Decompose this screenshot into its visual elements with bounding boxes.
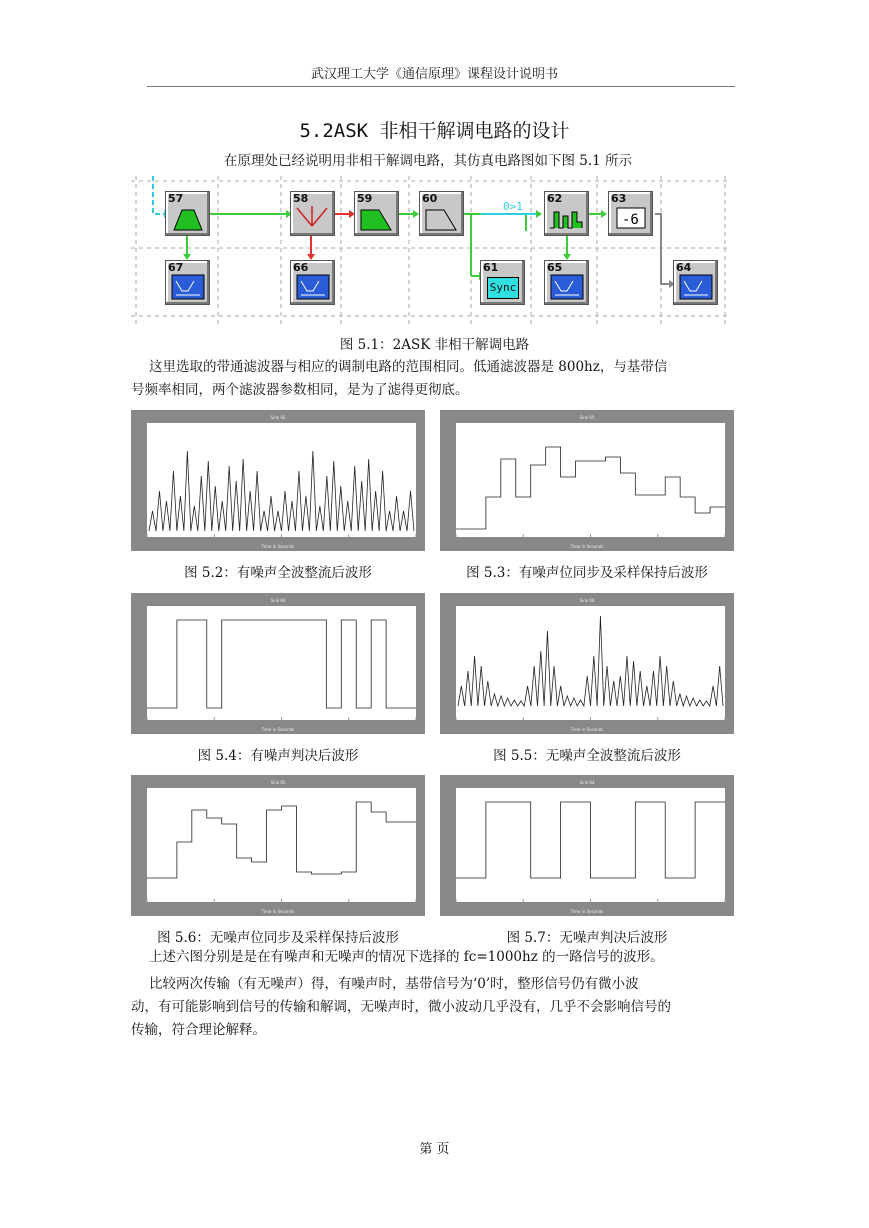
fig57-caption: 图 5.7：无噪声判决后波形 bbox=[506, 930, 668, 946]
block-66-sink[interactable]: 66 bbox=[290, 260, 335, 305]
plot-fig54 bbox=[131, 593, 425, 734]
fig55-caption: 图 5.5：无噪声全波整流后波形 bbox=[493, 748, 681, 764]
waveform-line bbox=[456, 447, 725, 529]
intro-text: 在原理处已经说明用非相干解调电路，其仿真电路图如下图 5.1 所示 bbox=[224, 153, 633, 169]
para3-line3: 传输，符合理论解释。 bbox=[131, 1022, 266, 1038]
fig54-caption: 图 5.4：有噪声判决后波形 bbox=[197, 748, 359, 764]
block-57-bandpass[interactable]: 57 bbox=[165, 191, 210, 236]
sink-icon bbox=[674, 261, 717, 304]
fig52-caption: 图 5.2：有噪声全波整流后波形 bbox=[184, 565, 372, 581]
waveform-line bbox=[456, 802, 725, 878]
waveform-canvas bbox=[131, 410, 425, 551]
waveform-line bbox=[149, 451, 414, 531]
para2: 上述六图分别是是在有噪声和无噪声的情况下选择的 fc=1000hz 的一路信号的波形。 bbox=[149, 949, 664, 965]
plot-xlabel: Time in Seconds bbox=[261, 727, 295, 732]
section-title: 5.2ASK 非相干解调电路的设计 bbox=[299, 120, 570, 142]
block-67-sink[interactable]: 67 bbox=[165, 260, 210, 305]
waveform-line bbox=[147, 620, 416, 708]
para1-line2: 号频率相同，两个滤波器参数相同，是为了滤得更彻底。 bbox=[131, 382, 469, 398]
sink-icon bbox=[545, 261, 588, 304]
block-59-lowpass[interactable]: 59 bbox=[354, 191, 399, 236]
para3-line2: 动，有可能影响到信号的传输和解调，无噪声时，微小波动几乎没有，几乎不会影响信号的 bbox=[131, 999, 671, 1015]
decision-icon bbox=[609, 192, 652, 235]
waveform-line bbox=[458, 616, 723, 706]
sample-hold-icon bbox=[545, 192, 588, 235]
waveform-line bbox=[147, 802, 416, 878]
rectifier-icon bbox=[291, 192, 334, 235]
plot-title: Sink 66 bbox=[579, 598, 595, 603]
waveform-canvas bbox=[440, 593, 734, 734]
plot-title: Sink 64 bbox=[270, 598, 286, 603]
sink-icon bbox=[166, 261, 209, 304]
page-header: 武汉理工大学《通信原理》课程设计说明书 bbox=[310, 67, 558, 82]
block-65-sink[interactable]: 65 bbox=[544, 260, 589, 305]
para3-line1: 比较两次传输（有无噪声）得，有噪声时，基带信号为‘0’时，整形信号仍有微小波 bbox=[149, 976, 639, 992]
compare-label: 0>1 bbox=[503, 200, 523, 213]
plot-xlabel: Time in Seconds bbox=[261, 909, 295, 914]
svg-text:-6: -6 bbox=[622, 212, 639, 228]
para1-line1: 这里选取的带通滤波器与相应的调制电路的范围相同。低通滤波器是 800hz，与基带信 bbox=[149, 359, 668, 375]
waveform-canvas bbox=[131, 593, 425, 734]
plot-title: Sink 66 bbox=[270, 415, 286, 420]
plot-title: Sink 64 bbox=[579, 780, 595, 785]
waveform-canvas bbox=[440, 775, 734, 916]
plot-xlabel: Time in Seconds bbox=[261, 544, 295, 549]
header-rule bbox=[147, 86, 735, 87]
block-64-sink[interactable]: 64 bbox=[673, 260, 718, 305]
block-62-sample-hold[interactable]: 62 bbox=[544, 191, 589, 236]
fig53-caption: 图 5.3：有噪声位同步及采样保持后波形 bbox=[466, 565, 708, 581]
fig51-caption: 图 5.1：2ASK 非相干解调电路 bbox=[339, 337, 530, 353]
block-60-lowpass[interactable]: 60 bbox=[419, 191, 464, 236]
block-63-decision[interactable]: 63 -6 bbox=[608, 191, 653, 236]
plot-xlabel: Time in Seconds bbox=[570, 727, 604, 732]
plot-fig55 bbox=[440, 593, 734, 734]
lowpass-icon bbox=[420, 192, 463, 235]
plot-fig53 bbox=[440, 410, 734, 551]
waveform-canvas bbox=[440, 410, 734, 551]
plot-xlabel: Time in Seconds bbox=[570, 909, 604, 914]
plot-title: Sink 65 bbox=[579, 415, 595, 420]
plot-title: Sink 65 bbox=[270, 780, 286, 785]
waveform-canvas bbox=[131, 775, 425, 916]
circuit-diagram bbox=[131, 176, 730, 326]
lowpass-icon bbox=[355, 192, 398, 235]
plot-xlabel: Time in Seconds bbox=[570, 544, 604, 549]
block-58-rectifier[interactable]: 58 bbox=[290, 191, 335, 236]
block-61-sync[interactable]: 61 Sync bbox=[480, 260, 525, 305]
plot-fig57 bbox=[440, 775, 734, 916]
fig56-caption: 图 5.6：无噪声位同步及采样保持后波形 bbox=[157, 930, 399, 946]
sync-label: Sync bbox=[487, 277, 519, 299]
bandpass-icon bbox=[166, 192, 209, 235]
sink-icon bbox=[291, 261, 334, 304]
plot-fig52 bbox=[131, 410, 425, 551]
plot-fig56 bbox=[131, 775, 425, 916]
page-footer: 第 页 bbox=[419, 1142, 450, 1157]
